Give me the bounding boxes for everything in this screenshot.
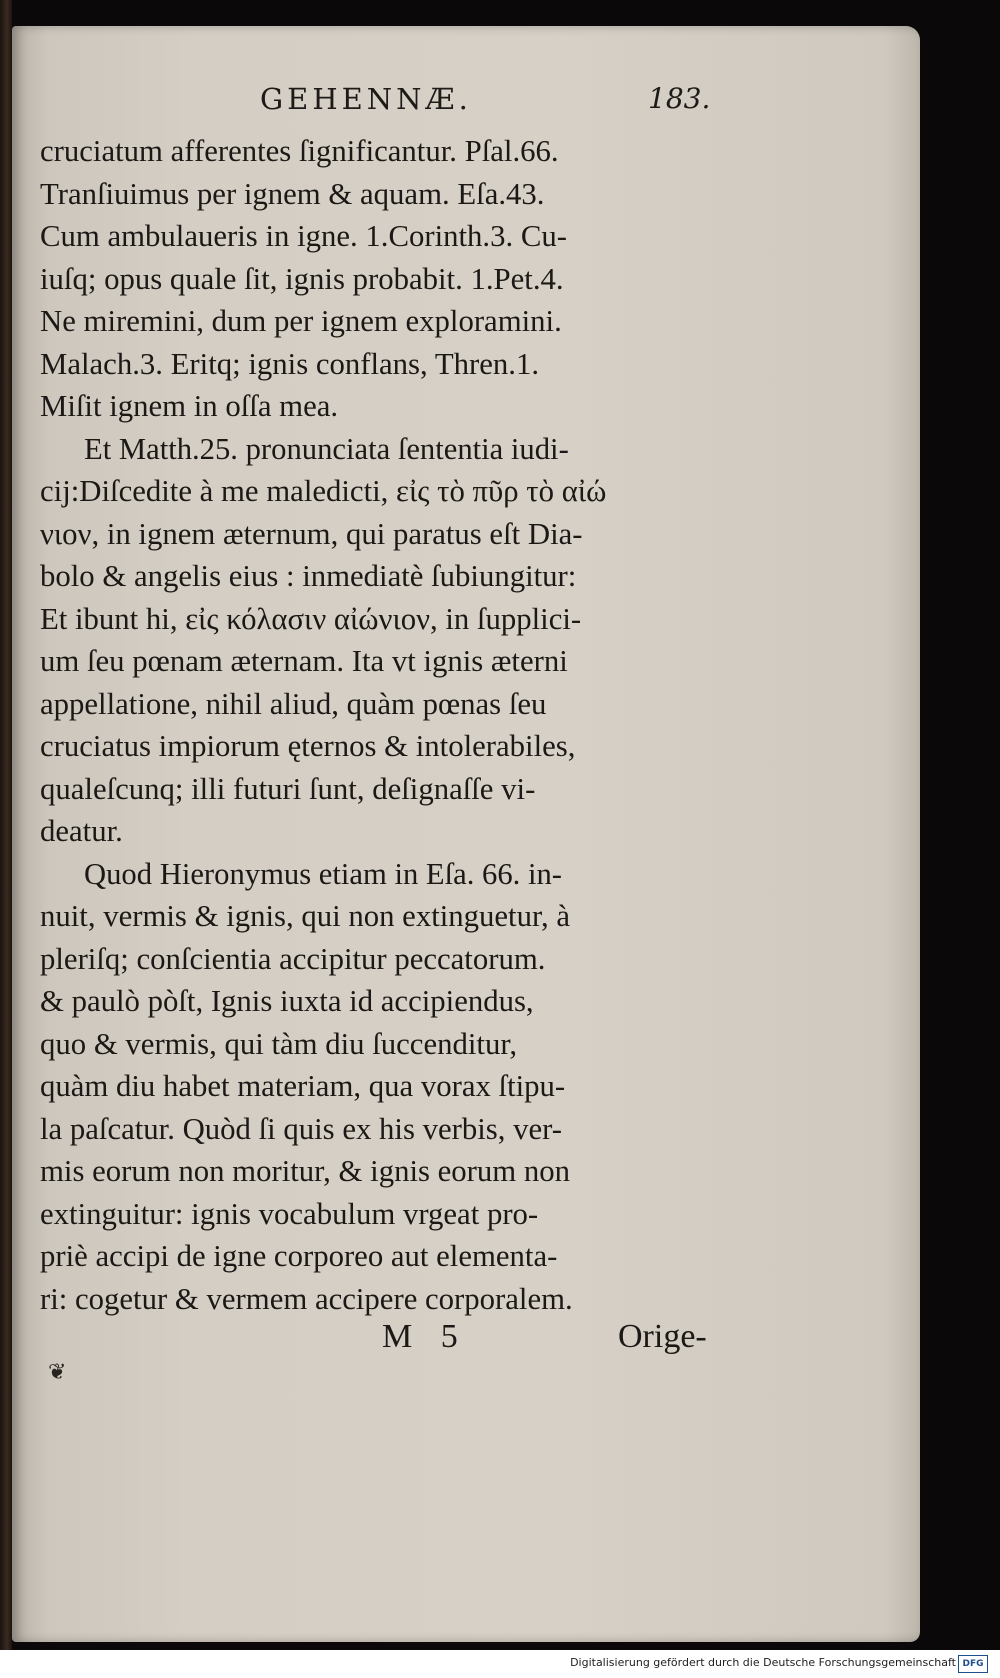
- text-line: Cum ambulaueris in igne. 1.Corinth.3. Cu-: [40, 219, 567, 253]
- text-line: qualeſcunq; illi futuri ſunt, deſignaſſe vi-: [40, 771, 536, 806]
- text-line: Et Matth.25. pronunciata ſententia iudi-: [84, 431, 569, 466]
- text-line: iuſq; opus quale ſit, ignis probabit. 1.Pet.4.: [40, 261, 564, 296]
- text-line: νιον, in ignem æternum, qui paratus eſt Dia-: [40, 516, 583, 551]
- page-header: [12, 82, 920, 132]
- text-line: nuit, vermis & ignis, qui non extinguetur, à: [40, 899, 571, 933]
- text-line: quàm diu habet materiam, qua vorax ſtipu-: [40, 1069, 566, 1103]
- text-line: quo & vermis, qui tàm diu ſuccenditur,: [40, 1026, 518, 1061]
- catchword: Orige-: [618, 1318, 707, 1355]
- text-line: cruciatus impiorum ęternos & intolerabiles,: [40, 729, 576, 763]
- book-page: [12, 26, 920, 1642]
- digitization-credit: Digitalisierung gefördert durch die Deutsche Forschungsgemeinschaft: [570, 1656, 956, 1669]
- text-line: extinguitur: ignis vocabulum vrgeat pro-: [40, 1196, 539, 1231]
- text-line: Miſit ignem in oſſa mea.: [40, 389, 339, 423]
- text-line: Tranſiuimus per ignem & aquam. Eſa.43.: [40, 176, 545, 211]
- text-line: Et ibunt hi, εἰς κόλασιν αἰώνιον, in ſupplici-: [40, 601, 582, 636]
- text-line: deatur.: [40, 814, 123, 848]
- text-line: bolo & angelis eius : inmediatè ſubiungitur:: [40, 559, 577, 593]
- text-line: pleriſq; conſcientia accipitur peccatorum.: [40, 941, 546, 976]
- book-binding: [0, 0, 12, 1650]
- signature-mark: M 5: [382, 1318, 468, 1355]
- body-text: [40, 130, 716, 1320]
- text-line: mis eorum non moritur, & ignis eorum non: [40, 1154, 571, 1188]
- text-line: Ne miremini, dum per ignem exploramini.: [40, 304, 562, 338]
- dfg-logo-icon: DFG: [958, 1655, 988, 1673]
- text-line: ri: cogetur & vermem accipere corporalem.: [40, 1281, 573, 1316]
- text-line: & paulò pòſt, Ignis iuxta id accipiendus,: [40, 984, 534, 1018]
- running-title: GEHENNÆ.: [260, 82, 472, 116]
- page-footer: [12, 1318, 920, 1366]
- text-line: la paſcatur. Quòd ſi quis ex his verbis, ver-: [40, 1111, 563, 1146]
- library-stamp-icon: ❦: [48, 1360, 67, 1385]
- text-line: appellatione, nihil aliud, quàm pœnas ſeu: [40, 686, 547, 721]
- credit-bar: [0, 1650, 1000, 1678]
- text-line: Quod Hieronymus etiam in Eſa. 66. in-: [84, 856, 563, 891]
- page-number: 183.: [648, 82, 711, 115]
- text-line: cij:Diſcedite à me maledicti, εἰς τὸ πῦρ τὸ αἰώ: [40, 474, 607, 508]
- text-line: um ſeu pœnam æternam. Ita vt ignis æterni: [40, 644, 568, 678]
- text-line: Malach.3. Eritq; ignis conflans, Thren.1.: [40, 346, 540, 381]
- text-line: priè accipi de igne corporeo aut elementa-: [40, 1239, 558, 1273]
- text-line: cruciatum afferentes ſignificantur. Pſal.66.: [40, 134, 559, 168]
